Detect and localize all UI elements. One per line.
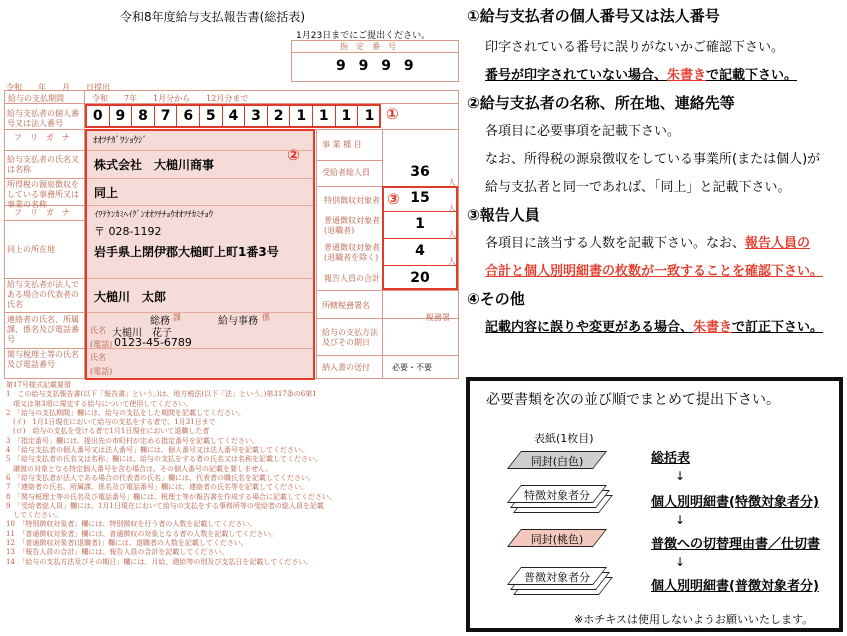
contact-dept-suffix: 課: [173, 313, 181, 322]
instruction-line: [485, 36, 784, 55]
sheet-label: 普徴対象者分: [524, 571, 590, 584]
cover-label: 表紙(1枚目): [534, 432, 594, 445]
postal-code: 〒 028-1192: [94, 225, 162, 238]
document-name: 総括表: [651, 451, 691, 466]
corp-number-digit: 4: [223, 106, 246, 126]
box-footnote: ※ホチキスは使用しないようお願いいたします。: [574, 613, 814, 626]
down-arrow-icon: ↓: [675, 469, 686, 483]
accountant-label: 所轄税務署名: [322, 301, 370, 310]
corp-number-digit: 2: [268, 106, 291, 126]
corp-number-digit: 1: [336, 106, 359, 126]
document-name: 個人別明細書(特徴対象者分): [651, 495, 819, 510]
instruction-text: 各項目に該当する人数を記載下さい。なお、: [485, 236, 746, 251]
document-name: 個人別明細書(普徴対象者分): [651, 579, 819, 594]
instruction-text: 給与支払者と同一であれば、「同上」と記載下さい。: [485, 180, 791, 195]
notice-value: 必要・不要: [392, 363, 432, 372]
down-arrow-icon: ↓: [675, 555, 686, 569]
marker-3: ③: [387, 190, 400, 208]
corp-number-digit: 6: [177, 106, 200, 126]
instruction-line: [485, 148, 820, 167]
notice-label: 納入書の送付: [322, 363, 370, 372]
instruction-line: [485, 232, 810, 251]
instruction-text: 各項目に必要事項を記載下さい。: [485, 124, 681, 139]
instruction-heading: ③報告人員: [467, 206, 540, 224]
submission-order-box: [466, 377, 843, 632]
contact-label: 連絡者の氏名、所属課、係名及び電話番号: [7, 315, 79, 344]
address: 岩手県上閉伊郡大槌町上町1番3号: [94, 245, 279, 259]
note-line: (イ) 1月1日現在において給与の支払をする者で、1月31日まで: [6, 418, 216, 427]
instruction-text: なお、所得税の源泉徴収をしている事業所(または個人)が: [485, 152, 821, 167]
corp-number-digit: 3: [245, 106, 268, 126]
company-name: 株式会社 大槌川商事: [94, 158, 215, 172]
note-line: 4 「給与支払者の個人番号又は法人番号」欄には、個人番号又は法人番号を記載してください。: [6, 446, 308, 455]
furigana-label-2: フ リ ガ ナ: [14, 208, 70, 217]
instruction-text: で記載下さい。: [706, 68, 798, 83]
rep-label: 給与支払者が法人である場合の代表者の氏名: [7, 280, 79, 309]
down-arrow-icon: ↓: [675, 513, 686, 527]
note-line: 8 「関与税理士等の氏名及び電話番号」欄には、税理士等が報告書を作成する場合に記載してください。: [6, 492, 336, 501]
designated-number: 9 9 9 9: [336, 58, 418, 74]
box-title: 必要書類を次の並び順でまとめて提出下さい。: [486, 392, 780, 408]
note-line: 14 「給与の支払方法及びその期日」欄には、月給、週給等の別及び支払日を記載してください。: [6, 557, 313, 566]
note-line: 項又は第3項に規定する給与について使用してください。: [6, 399, 193, 408]
instruction-line: [485, 64, 797, 83]
instruction-line: [485, 260, 823, 279]
note-line: 10 「特別徴収対象者」欄には、特別徴収を行う者の人数を記載してください。: [6, 520, 257, 529]
instruction-text: 朱書き: [667, 68, 707, 83]
instruction-text: で訂正下さい。: [732, 320, 824, 335]
tax-office-suffix: 税務署: [426, 313, 450, 322]
contact-phone-label: (電話): [90, 340, 113, 349]
unit-2: 人: [448, 204, 456, 213]
unit-1: 人: [448, 178, 456, 187]
address-label: 同上の所在地: [7, 245, 55, 254]
note-line: 3 「指定番号」欄には、提出先の市町村が定める指定番号を記載してください。: [6, 436, 259, 445]
contact-dept: 総務: [150, 316, 170, 327]
instruction-heading: ②給与支払者の名称、所在地、連絡先等: [467, 94, 735, 112]
contact-name: 大槌川 花子: [112, 328, 172, 339]
furigana-label-1: フ リ ガ ナ: [14, 133, 70, 142]
recipients-total: 36: [410, 164, 430, 180]
era-row: 令和 年 月 日提出: [6, 83, 110, 92]
note-line: 2 「給与の支払期間」欄には、給与の支払をした期間を記載してください。: [6, 408, 245, 417]
corp-number-digit: 8: [132, 106, 155, 126]
instruction-text: 印字されている番号に誤りがないかご確認下さい。: [485, 40, 785, 55]
corp-number-digit: 5: [200, 106, 223, 126]
marker-1: ①: [386, 105, 399, 123]
sheet-label: 同封(白色): [530, 455, 584, 468]
name-label: 給与支払者の氏名又は名称: [7, 155, 79, 174]
report-total: 20: [410, 270, 430, 286]
office-label: 所得税の源泉徴収をしている事務所又は事業の名称: [7, 180, 79, 209]
recipients-label: 受給者総人員: [322, 168, 370, 177]
instruction-text: 報告人員の: [745, 236, 811, 251]
sheet-label: 同封(桃色): [530, 533, 584, 546]
corp-number-digit: 7: [155, 106, 178, 126]
corp-number-digit: 0: [87, 106, 110, 126]
ordinary-retired-label: 普通徴収対象者(退職者): [324, 216, 380, 235]
instruction-heading: ④その他: [467, 290, 525, 308]
representative: 大槌川 太郎: [94, 290, 167, 304]
instruction-line: [485, 176, 791, 195]
note-line: 13 「報告人員の合計」欄には、報告人員の合計を記載してください。: [6, 548, 229, 557]
note-line: 9 「受給者総人員」欄には、1月1日現在において給与の支払をする事務所等の受給者の総人員を記載: [6, 501, 324, 510]
ordinary-other-label: 普通徴収対象者(退職者を除く): [324, 243, 380, 262]
business-type-label: 事 業 種 目: [322, 140, 362, 149]
instruction-text: 朱書き: [693, 320, 733, 335]
address-kana: ｲﾜﾃｹﾝｶﾐﾍｲｸﾞﾝｵｵﾂﾁﾁｮｳｵｵﾂﾁｶﾐﾁｮｳ: [94, 210, 214, 220]
note-line: してください。: [6, 511, 62, 520]
notes-title: 第17号様式記載要領: [6, 381, 71, 389]
marker-2: ②: [287, 146, 300, 164]
corp-number-label: 給与支払者の個人番号又は法人番号: [7, 109, 79, 128]
instruction-line: [485, 120, 680, 139]
note-line: 1 この給与支払報告書(以下「報告書」という。)は、地方税法(以下「法」という。)第317条の6第1: [6, 390, 317, 399]
special-label: 特別徴収対象者: [324, 196, 380, 205]
special-count: 15: [410, 190, 430, 206]
deadline-note: 1月23日までにご提出ください。: [296, 31, 431, 41]
note-line: 5 「給与支払者の氏名又は名称」欄には、給与の支払をする者の氏名又は名称を記載してください。: [6, 455, 322, 464]
note-line: 11 「普通徴収対象者」欄には、普通徴収の対象となる者の人数を記載してください。: [6, 529, 278, 538]
name-kana: ｵｵﾂﾁｶﾞﾜｼｮｳｼﾞ: [93, 136, 148, 146]
sheet-label: 特徴対象者分: [524, 489, 590, 502]
note-line: 6 「給与支払者が法人である場合の代表者の氏名」欄には、代表者の職氏名を記載してください。: [6, 473, 315, 482]
tax-accountant-label: 関与税理士等の氏名及び電話番号: [7, 350, 79, 369]
note-line: 7 「連絡者の氏名、所属課、係名及び電話番号」欄には、連絡者の氏名等を記載してください。: [6, 483, 308, 492]
instruction-line: [485, 316, 823, 335]
office-name: 同上: [94, 186, 119, 200]
tax-name-label: 氏名: [90, 353, 106, 362]
period-value: 令和 7年 1月分から 12月分まで: [92, 94, 249, 103]
contact-phone: 0123-45-6789: [114, 336, 192, 349]
ordinary-retired-count: 1: [415, 216, 425, 232]
designated-number-label: 指 定 番 号: [340, 42, 396, 51]
instruction-heading: ①給与支払者の個人番号又は法人番号: [467, 7, 720, 25]
corp-number-digit: 1: [290, 106, 313, 126]
corp-number-digit: 1: [313, 106, 336, 126]
instruction-text: 番号が印字されていない場合、: [485, 68, 668, 83]
contact-section: 給与事務: [218, 316, 258, 327]
period-label: 給与の支払期間: [8, 94, 64, 103]
note-line: 12 「普通徴収対象者(退職者)」欄には、退職者の人数を記載してください。: [6, 539, 248, 548]
payment-method-label: 給与の支払方法及びその期日: [322, 328, 378, 347]
instruction-text: 記載内容に誤りや変更がある場合、: [485, 320, 694, 335]
report-total-label: 報告人員の合計: [324, 274, 380, 283]
note-line: (ロ) 給与の支払を受ける者で1月1日現在において退職した者: [6, 427, 210, 436]
form-title: 令和8年度給与支払報告書(総括表): [120, 10, 305, 24]
note-line: 譲渡の対象となる特定個人番号を含む場合は、その個人番号の記載を要しません。: [6, 464, 273, 473]
ordinary-other-count: 4: [415, 243, 425, 259]
corp-number-digit: 1: [364, 108, 375, 124]
unit-3: 人: [448, 230, 456, 239]
unit-4: 人: [448, 257, 456, 266]
contact-section-suffix: 係: [262, 313, 270, 322]
corp-number-digit: 9: [110, 106, 133, 126]
contact-name-label: 氏名: [90, 326, 106, 335]
document-name: 普徴への切替理由書／仕切書: [651, 537, 821, 552]
instruction-text: 合計と個人別明細書の枚数が一致することを確認下さい。: [485, 264, 824, 279]
tax-phone-label: (電話): [90, 367, 113, 376]
form-notes: [6, 381, 458, 567]
